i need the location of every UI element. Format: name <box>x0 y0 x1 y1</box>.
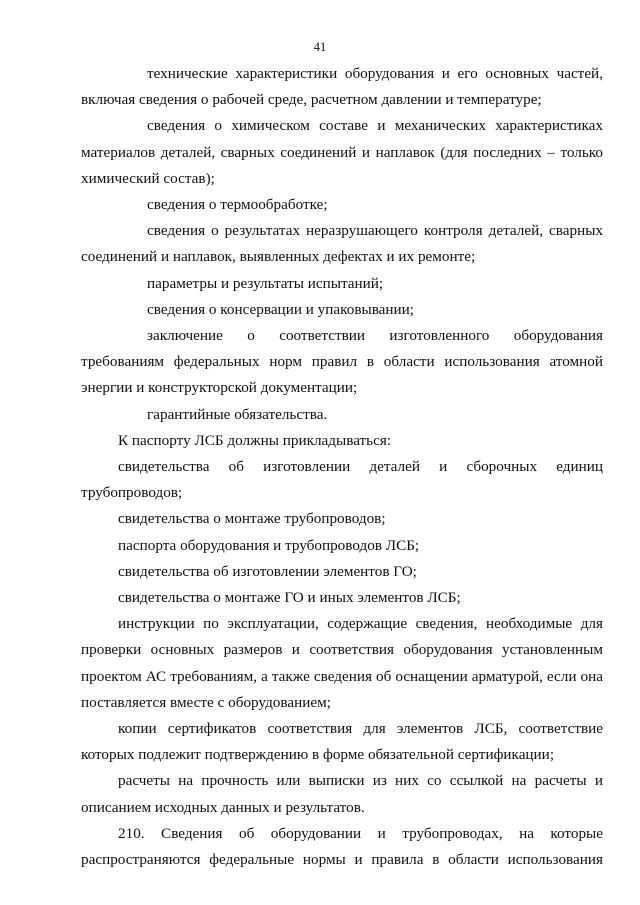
paragraph: сведения о результатах неразрушающего контроля деталей, сварных соединений и наплавок, выявленных дефектах и их ремонте; <box>81 222 603 266</box>
paragraph: паспорта оборудования и трубопроводов ЛСБ; <box>118 536 420 554</box>
paragraph: расчеты на прочность или выписки из них со ссылкой на расчеты и описанием исходных данных и результатов. <box>81 772 603 816</box>
paragraph: 210. Сведения об оборудовании и трубопроводах, на которые распространяются федеральные нормы и правила в области использования <box>81 824 603 869</box>
paragraph: заключение о соответствии изготовленного оборудования требованиям федеральных норм правил в области использования атомной энергии и конструкторской документации; <box>81 327 603 397</box>
paragraph: сведения о консервации и упаковывании; <box>147 300 415 318</box>
paragraph: гарантийные обязательства. <box>147 405 328 423</box>
paragraph: копии сертификатов соответствия для элементов ЛСБ, соответствие которых подлежит подтверждению в форме обязательной сертификации; <box>81 720 603 764</box>
paragraph: свидетельства об изготовлении элементов ГО; <box>118 562 417 580</box>
paragraph: сведения о химическом составе и механических характеристиках материалов деталей, сварных соединений и наплавок (для последних – только химический состав); <box>81 117 603 187</box>
paragraph: свидетельства о монтаже трубопроводов; <box>118 510 386 528</box>
page-number: 41 <box>313 40 327 54</box>
paragraph: технические характеристики оборудования и его основных частей, включая сведения о рабочей среде, расчетном давлении и температуре; <box>81 65 603 109</box>
paragraph: К паспорту ЛСБ должны прикладываться: <box>118 431 392 449</box>
paragraph: инструкции по эксплуатации, содержащие сведения, необходимые для проверки основных размеров и соответствия оборудования установленным проектом АС требованиям, а также сведения об оснащении арматурой, если она поставляется вместе с оборудованием; <box>81 615 603 711</box>
paragraph: сведения о термообработке; <box>147 196 328 214</box>
paragraph: свидетельства об изготовлении деталей и сборочных единиц трубопроводов; <box>81 458 603 502</box>
document-body <box>81 61 603 873</box>
paragraph: свидетельства о монтаже ГО и иных элементов ЛСБ; <box>118 589 461 607</box>
paragraph: параметры и результаты испытаний; <box>147 274 384 292</box>
